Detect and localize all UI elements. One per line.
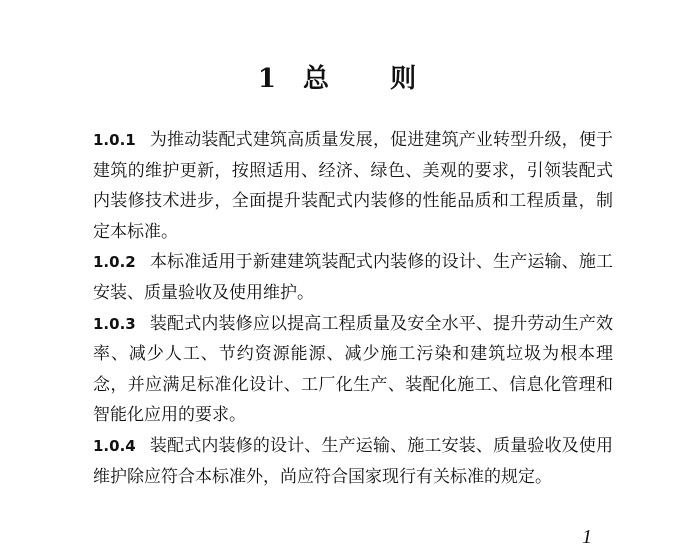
clause-text: 为推动装配式建筑高质量发展，促进建筑产业转型升级，便于建筑的维护更新，按照适用、经济、绿色、美观的要求，引领装配式内装修技术进步，全面提升装配式内装修的性能品质和工程质量，制定本标准。 — [93, 130, 613, 242]
clause-number: 1.0.4 — [93, 436, 136, 455]
chapter-number: 1 — [257, 64, 276, 94]
clause-1-0-1 — [93, 125, 613, 247]
clause-1-0-4 — [93, 431, 613, 492]
clause-number: 1.0.2 — [93, 253, 136, 272]
clause-list — [93, 125, 613, 492]
chapter-title: 总 则 — [303, 64, 443, 94]
clause-text: 本标准适用于新建建筑装配式内装修的设计、生产运输、施工安装、质量验收及使用维护。 — [93, 252, 613, 303]
clause-1-0-2 — [93, 247, 613, 308]
clause-number: 1.0.3 — [93, 314, 136, 333]
clause-number: 1.0.1 — [93, 131, 136, 149]
clause-text: 装配式内装修的设计、生产运输、施工安装、质量验收及使用维护除应符合本标准外，尚应符合国家现行有关标准的规定。 — [93, 435, 613, 487]
chapter-heading — [0, 58, 700, 95]
page-number: 1 — [582, 526, 592, 548]
clause-1-0-3 — [93, 309, 613, 431]
clause-text: 装配式内装修应以提高工程质量及安全水平、提升劳动生产效率、减少人工、节约资源能源、减少施工污染和建筑垃圾为根本理念，并应满足标准化设计、工厂化生产、装配化施工、信息化管理和智能化应用的要求。 — [93, 313, 613, 426]
